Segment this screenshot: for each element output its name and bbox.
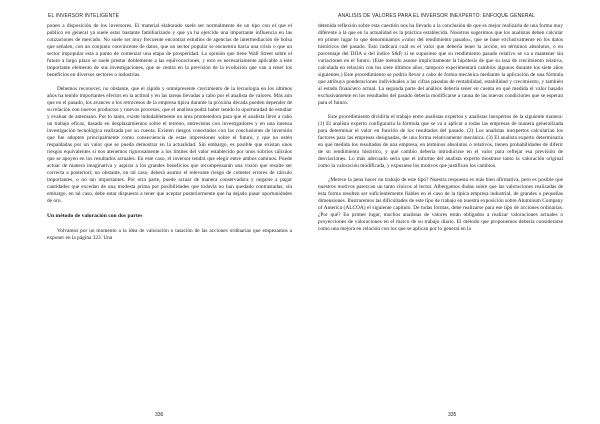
right-body-text <box>318 23 563 403</box>
right-running-head: ANÁLISIS DE VALORES PARA EL INVERSOR INEXPERTO: ENFOQUE GENERAL <box>338 13 536 19</box>
paragraph: Debemos reconocer, no obstante, que el rápido y omnipresente crecimiento de la tecnología en los últimos años ha tenido importantes efectos en la actitud y en las tareas llevadas a cabo por el analista de valores. Más aún que en el pasado, los avances o los retrocesos de la empresa típica durante la próxima década pueden depender de su relación con nuevos productos y nuevos procesos, que el analista podrá haber tenido la oportunidad de estudiar y evaluar de antemano. Por lo tanto, existe indudablemente un área prometedora para que el analista lleve a cabo un trabajo eficaz, basado en desplazamientos sobre el terreno, entrevistas con investigadores y en una intensa investigación tecnológica realizada por su cuenta. Existen riesgos conectados con las conclusiones de inversión que fue adopten principalmente como consecuencia de estas impresiones sobre el futuro, y que no estén respaldadas por un valor que se pueda demostrar en la actualidad. Sin embargo, es posible que existan unos riesgos equivalentes si nos atenemos rigurosamente a los límites del valor establecido por unos sobrios cálculos que se apoyen en los resultados actuales. En este caso, el inversor tendrá que elegir entre ambos caminos. Puede actuar de manera imaginativa y aspirar a los grandes beneficios que recompensarán una visión que resulte ser correcta a posteriori; no obstante, en tal caso, deberá asumir el relevante riesgo de cometer errores de cálculo importantes, o no tan importantes. Por otra parte, puede actuar de manera conservadora y negarse a pagar cantidades que excedan de una modesta prima por posibilidades que todavía no han quedado contrastadas; sin embargo, en tal caso, debe estar dispuesto a tener que aceptar posteriormente que ha dejado pasar oportunidades de oro. <box>47 85 292 204</box>
right-page-number: 335 <box>448 412 457 418</box>
paragraph: Volvamos por un momento a la idea de valoración o tasación de las acciones ordinarias que empezamos a exponer en la página 323. Una <box>47 227 292 241</box>
paragraph: ¿Merece la pena hacer un trabajo de este tipo? Nuestra respuesta es más bien afirmativa, pero es posible que nuestros motivos parezcan un tanto cínicos al lector. Albergamos dudas sobre que las valoraciones realizadas de esta forma resulten ser suficientemente fiables en el caso de la típica empresa industrial, de grandes o pequeñas dimensiones. Ilustraremos las dificultades de este tipo de trabajo en nuestra exposición sobre Aluminum Company of America (ALCOA) el siguiente capítulo. De todas formas, debe realizarse para ese tipo de acciones ordinarias. ¿Por qué? En primer lugar, muchos analistas de valores están obligados a realizar valoraciones actuales o proyecciones de valoraciones en el marco de su trabajo diario. El método que proponemos debería considerarse como una mejora en relación con los que se aplican por lo general en la <box>318 176 563 232</box>
left-page-number: 336 <box>155 412 164 418</box>
paragraph: Este procedimiento dividiría el trabajo entre analistas expertos y analistas inexpertos de la siguiente manera: (1) El analista experto configuraría la fórmula que se va a aplicar a todas las empresas de manera generalizada para determinar el valor en función de los resultados del pasado. (2) Los analistas inexpertos calcularían los factores para las empresas designadas, de una forma relativamente mecánica. (3) El analista experto determinaría en qué medida los resultados de una empresa, en términos absolutos o relativos, tienen probabilidades de diferir de su rendimiento histórico, y qué cambio debería introducirse en el valor para reflejar esa previsión de desviaciones. Lo más adecuado sería que el informe del analista experto mostrase tanto la valoración original como la valoración modificada, y expusiese los motivos que justifican los cambios. <box>318 113 563 169</box>
paragraph: ponen a disposición de los inversores. El material elaborado suele ser normalmente de un tipo con el que el público en general ya suele estar bastante familiarizado y que ya ha ejercido una importante influencia en las cotizaciones de mercado. No suele ser muy frecuente encontrar estudios de agencias de intermediación de bolsa que señalen, con un conjunto convincente de datos, que un sector popular se encuentra hacia una crisis o que un sector impopular está a punto de comenzar una etapa de prosperidad. La opinión que tiene Wall Street sobre el futuro a largo plazo se suele prestar doblemente a las equivocaciones, y esto es necesariamente aplicable a este importante elemento de sus investigaciones, que se centra en la previsión de la evolución que van a tener los beneficios en diversos sectores o industrias. <box>47 23 292 78</box>
right-page <box>300 0 600 424</box>
left-body-text <box>47 23 292 403</box>
left-running-head: EL INVERSOR INTELIGENTE <box>48 13 120 19</box>
paragraph: detenida reflexión sobre esta cuestión nos ha llevado a la conclusión de que es mejor realizarla de una forma muy diferente a la que en la actualidad es la práctica establecida. Nosotros sugerimos que los analistas deben calcular en primer lugar lo que denominamos «valor del rendimiento pasado», que se base exclusivamente en los datos históricos del pasado. Esto indicará cuál es el valor que debería tener la acción, en términos absolutos, o en porcentaje del DJIA o del índice S&P, si se supusiese que su rendimiento pasado relativo se va a mantener sin variaciones en el futuro. (Este método asume implícitamente la hipótesis de que su tasa de crecimiento relativa, calculada en relación con los siete últimos años, tampoco experimentará cambios algunos durante los siete años siguientes.) Este procedimiento se podría llevar a cabo de forma mecánica mediante la aplicación de una fórmula que atribuya ponderaciones individuales a las cifras pasadas de rentabilidad, estabilidad y crecimiento, y también al estado financiero actual. La segunda parte del análisis debería tener en cuenta en qué medida el valor basado exclusivamente en los resultados del pasado debería modificarse a causa de las nuevas condiciones que se esperan para el futuro. <box>318 23 563 106</box>
section-heading: Un método de valoración con dos partes <box>47 212 143 219</box>
